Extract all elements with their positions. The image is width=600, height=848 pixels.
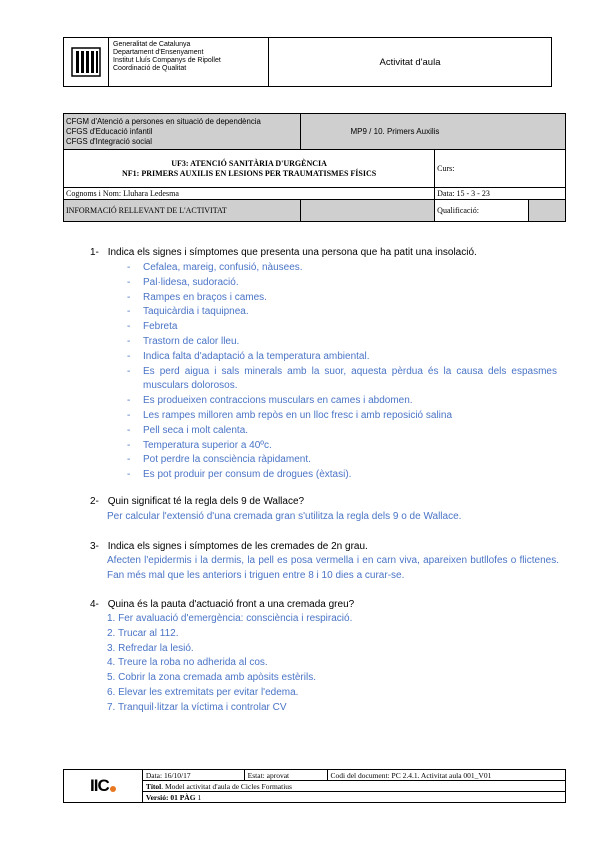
version-label: Versió: 01 PÀG	[145, 792, 196, 802]
footer-date: Data: 16/10/17	[142, 770, 244, 781]
course-name: CFGS d'Educació infantil	[66, 126, 153, 136]
question-number: 3-	[90, 541, 99, 552]
question-4	[90, 598, 354, 612]
student-name-field: Cognoms i Nom: Lluhara Ledesma	[64, 188, 435, 200]
footer-status: Estat: aprovat	[244, 770, 327, 781]
module-name: MP9 / 10. Primers Auxilis	[300, 114, 566, 150]
logo-dot	[110, 786, 116, 792]
org-line: Generalitat de Catalunya	[113, 41, 191, 48]
question-text: Quina és la pauta d'actuació front a una cremada greu?	[107, 599, 355, 610]
unit-title	[64, 150, 435, 188]
list-item: 1. Fer avaluació d'emergència: consciència i respiració.	[107, 613, 353, 624]
list-item: - Pot perdre la consciència ràpidament.	[127, 453, 557, 468]
footer-title	[142, 781, 565, 792]
unit-line: NF1: PRIMERS AUXILIS EN LESIONS PER TRAUMATISMES FÍSICS	[121, 168, 377, 178]
list-item: - Es pot produir per consum de drogues (èxtasi).	[127, 468, 557, 483]
grade-label: Qualificació:	[435, 200, 529, 222]
list-item: - Indica falta d'adaptació a la temperatura ambiental.	[127, 350, 557, 365]
list-item: - Es produeixen contraccions musculars en cames i abdomen.	[127, 394, 557, 409]
list-item: 4. Treure la roba no adherida al cos.	[107, 657, 268, 669]
org-line: Coordinació de Qualitat	[113, 65, 187, 72]
list-item: - Pell seca i molt calenta.	[127, 424, 557, 439]
activity-title: Activitat d'aula	[379, 56, 441, 68]
list-item: 6. Elevar les extremitats per evitar l'edema.	[107, 686, 299, 698]
list-item: - Temperatura superior a 40ºc.	[127, 439, 557, 454]
footer-logo-text: IIC	[90, 776, 109, 795]
question-number: 2-	[90, 496, 99, 507]
list-item: 7. Tranquil·litzar la víctima i controlar CV	[107, 701, 287, 713]
list-item: - Taquicàrdia i taquipnea.	[127, 305, 557, 320]
footer-version	[142, 792, 565, 803]
generalitat-logo-icon	[64, 38, 109, 86]
list-item: - Es perd aigua i sals minerals amb la suor, aquesta pèrdua és la causa dels espasmes musculars dolorosos.	[127, 365, 557, 395]
document-footer	[63, 769, 566, 803]
unit-line: UF3: ATENCIÓ SANITÀRIA D'URGÈNCIA	[171, 158, 327, 168]
relevant-info-label: INFORMACIÓ RELLEVANT DE L'ACTIVITAT	[64, 200, 301, 222]
page-number: 1	[195, 792, 202, 802]
activity-info-table	[63, 113, 566, 222]
list-item: - Febreta	[127, 320, 557, 335]
list-item: 3. Refredar la lesió.	[107, 642, 194, 654]
course-name: CFGS d'Integració social	[66, 136, 152, 146]
document-header	[63, 37, 552, 87]
date-field: Data: 15 - 3 - 23	[435, 188, 566, 200]
list-item: - Les rampes milloren amb repòs en un lloc fresc i amb reposició salina	[127, 409, 557, 424]
organization-block	[109, 38, 269, 86]
footer-doc-code: Codi del document: PC 2.4.1. Activitat aula 001_V01	[327, 770, 566, 781]
list-item: 2. Trucar al 112.	[107, 627, 179, 639]
org-line: Institut Lluís Companys de Ripollet	[113, 57, 221, 64]
grade-value-cell	[529, 200, 566, 222]
question-text: Indica els signes i símptomes de les cremades de 2n grau.	[107, 541, 368, 552]
question-number: 1-	[90, 247, 99, 258]
list-item: 5. Cobrir la zona cremada amb apòsits estèrils.	[107, 672, 316, 684]
course-name: CFGM d'Atenció a persones en situació de dependència	[66, 116, 261, 126]
course-label: Curs:	[435, 150, 566, 188]
courses-cell	[64, 114, 301, 150]
ilc-logo-icon	[64, 770, 143, 803]
answer-2: Per calcular l'extensió d'una cremada gran s'utilitza la regla dels 9 o de Wallace.	[107, 511, 462, 522]
question-text: Indica els signes i símptomes que presenta una persona que ha patit una insolació.	[107, 247, 477, 258]
question-text: Quin significat té la regla dels 9 de Wallace?	[107, 496, 305, 507]
question-number: 4-	[90, 599, 99, 610]
list-item: - Cefalea, mareig, confusió, nàusees.	[127, 261, 557, 276]
answer-list-4	[107, 612, 557, 716]
answer-list-1	[127, 261, 557, 483]
list-item: - Trastorn de calor lleu.	[127, 335, 557, 350]
title-label: Títol	[145, 781, 162, 791]
question-1	[90, 246, 477, 260]
empty-cell	[300, 200, 435, 222]
question-3	[90, 540, 368, 554]
answer-3: Afecten l'epidermis i la dermis, la pell es posa vermella i en carn viva, apareixen butllofes o flictenes. Fan més mal que les anteriors i triguen entre 8 i 10 dies a curar-se.	[107, 555, 559, 581]
question-2	[90, 495, 304, 509]
title-value: . Model activitat d'aula de Cicles Formatius	[161, 781, 292, 791]
list-item: - Rampes en braços i cames.	[127, 291, 557, 306]
list-item: - Pal·lidesa, sudoració.	[127, 276, 557, 291]
org-line: Departament d'Ensenyament	[113, 49, 204, 56]
